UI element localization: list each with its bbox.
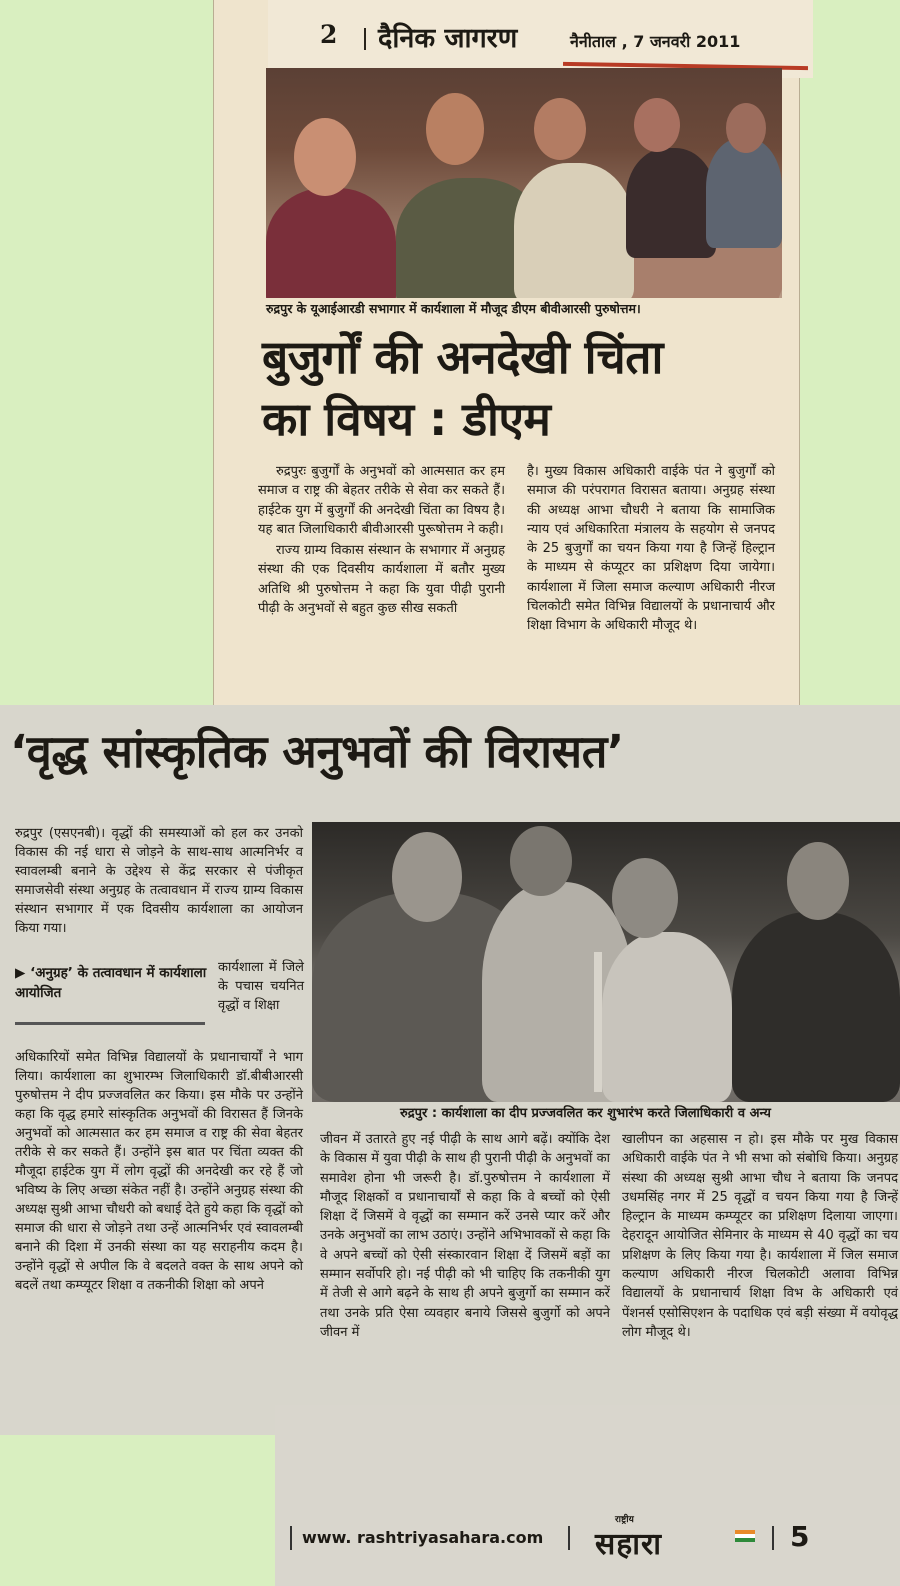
masthead-divider bbox=[364, 28, 366, 50]
article-paragraph: राज्य ग्राम्य विकास संस्थान के सभागार में अनुग्रह संस्था की एक दिवसीय कार्यशाला में बतौर मुख्य अतिथि श्री पुरुषोत्तम ने कहा कि युवा पीढ़ी पुरानी पीढ़ी के अनुभवों से बहुत कुछ सीख सकती bbox=[258, 543, 505, 617]
photo-person bbox=[732, 912, 900, 1102]
newspaper-footer bbox=[290, 1515, 900, 1562]
photo-person-head bbox=[787, 842, 849, 920]
photo-person bbox=[602, 932, 732, 1102]
article-2-column-b: जीवन में उतारते हुए नई पीढ़ी के साथ आगे बढ़ें। क्योंकि देश के विकास में युवा पीढ़ी के साथ ही पुरानी पीढ़ी के अनुभवों का समावेश होना भी जरूरी है। डॉ.पुरुषोत्तम ने कार्यशाला में मौजूद शिक्षकों व प्रधानाचार्यों से कहा कि वे बच्चों को ऐसी शिक्षा दें जिसमें वे वृद्धों का सम्मान करें उनसे प्यार करें और उनके अनुभवों का लाभ उठाएं। उन्होंने अभिभावकों से कहा कि वे अपने बच्चों को ऐसी संस्कारवान शिक्षा दें जिसमें बड़ों का सम्मान सर्वोपरि हो। नई पीढ़ी को भी चाहिए कि तकनीकी युग में तेजी से आगे बढ़ने के साथ ही अपने बुजुर्गो का सम्मान करें तथा उनके प्रति ऐसा व्यवहार बनाये जिससे बुजुर्गो को अपने जीवन में bbox=[320, 1132, 610, 1340]
photo-person bbox=[626, 148, 716, 258]
headline-1-line-1: बुजुर्गों की अनदेखी चिंता bbox=[262, 330, 663, 384]
photo-person-head bbox=[612, 858, 678, 938]
photo-person-head bbox=[294, 118, 356, 196]
article-paragraph: रुद्रपुरः बुजुर्गों के अनुभवों को आत्मसात कर हम समाज व राष्ट्र की बेहतर तरीके से सेवा कर सकते हैं। हाईटेक युग में बुजुर्गों की अनदेखी चिंता का विषय है। यह बात जिलाधिकारी बीवीआरसी पुरूषोत्तम ने कही। bbox=[258, 464, 505, 537]
photo-person bbox=[514, 163, 634, 298]
masthead bbox=[320, 18, 790, 62]
article-1-right-column bbox=[527, 462, 775, 638]
pullquote: ▶ ‘अनुग्रह’ के तत्वावधान में कार्यशाला आयोजित bbox=[15, 965, 207, 1001]
article-paragraph: है। मुख्य विकास अधिकारी वाईके पंत ने बुजुर्गों को समाज की परंपरागत विरासत बताया। अनुग्रह संस्था की अध्यक्ष आभा चौधरी ने बताया कि सामाजिक न्याय एवं अधिकारिता मंत्रालय के सहयोग से जनपद के 25 बुजुर्गों का चयन किया गया है जिन्हें हिल्ट्रान के माध्यम से कंप्यूटर का प्रशिक्षण दिया जायेगा। कार्यशाला में जिला समाज कल्याण अधिकारी नीरज चिलकोटी समेत विभिन्न विद्यालयों के प्रधानाचार्य और शिक्षा विभाग के अधिकारी मौजूद थे। bbox=[527, 464, 775, 634]
photo-person-head bbox=[392, 832, 462, 922]
news-photo-2 bbox=[312, 822, 900, 1102]
footer-divider bbox=[290, 1526, 292, 1550]
article-2-column-c: खालीपन का अहसास न हो। इस मौके पर मुख विकास अधिकारी वाईके पंत ने भी सभा को संबोधि किया। अनुग्रह संस्था की अध्यक्ष सुश्री आभा चौध ने बताया कि जनपद उधमसिंह नगर में 25 वृद्धों व चयन किया गया है जिन्हें हिल्ट्रान के माध्यम कम्प्यूटर का प्रशिक्षण दिलाया जाएगा। देहरादून आयोजित सेमिनार के माध्यम से 40 वृद्धों का चय प्रशिक्षण के लिए किया गया है। कार्यशाला में जिल समाज कल्याण अधिकारी नीरज चिलकोटी अलावा विभिन्न विद्यालयों के प्रधानाचार्य शिक्षा विभ के अधिकारी एवं पेंशनर्स एसोसिएशन के पदाधिक एवं बड़ी संख्या में वयोवृद्ध लोग मौजूद थे। bbox=[622, 1132, 898, 1340]
article-2-lead: रुद्रपुर (एसएनबी)। वृद्धों की समस्याओं को हल कर उनको विकास की नई धारा से जोड़ने के साथ-साथ आत्मनिर्भर व स्वावलम्बी बनाने के उद्देश्य से केंद्र सरकार से पंजीकृत समाजसेवी संस्था अनुग्रह के तत्वावधान में राज्य ग्राम्य विकास संस्थान सभागार में एक दिवसीय कार्यशाला का आयोजन किया गया। bbox=[15, 826, 303, 936]
footer-divider bbox=[772, 1526, 774, 1550]
photo-person-head bbox=[534, 98, 586, 160]
page-number: 5 bbox=[790, 1520, 810, 1553]
photo-person-head bbox=[426, 93, 484, 165]
tricolor-flag-icon bbox=[735, 1530, 755, 1542]
photo-person-head bbox=[510, 826, 572, 896]
photo-person bbox=[266, 188, 396, 298]
dateline: नैनीताल , 7 जनवरी 2011 bbox=[570, 32, 741, 51]
sahara-logo: सहारा bbox=[595, 1527, 663, 1562]
photo-caption-2: रुद्रपुर : कार्यशाला का दीप प्रज्जवलित कर शुभारंभ करते जिलाधिकारी व अन्य bbox=[400, 1106, 771, 1121]
headline-1 bbox=[262, 326, 787, 450]
photo-person bbox=[706, 138, 782, 248]
news-photo-1 bbox=[266, 68, 782, 298]
article-2-column-a: अधिकारियों समेत विभिन्न विद्यालयों के प्रधानाचार्यों ने भाग लिया। कार्यशाला का शुभारम्भ जिलाधिकारी डॉ.बीबीआरसी पुरुषोत्तम ने दीप प्रज्जवलित कर किया। इस मौके पर उन्होंने कहा कि वृद्ध हमारे सांस्कृतिक अनुभवों की विरासत हैं जिनके अनुभवों को आत्मसात कर हम समाज व राष्ट्र की सेवा बेहतर तरीके से कर सकते हैं। उन्होंने इस बात पर चिंता व्यक्त की मौजूदा हाईटेक युग में लोग वृद्धों की अनदेखी कर रहे हैं जो भविष्य के लिए अच्छा संकेत नहीं है। उन्होंने अनुग्रह संस्था की अध्यक्ष सुश्री आभा चौधरी को बधाई देते हुये कहा कि वृद्धों को समाज की धारा से जोड़ने तथा उन्हें आत्मनिर्भर एवं स्वावलम्बी बनाने की दिशा में उनकी संस्था का यह सराहनीय कदम है। उन्होंने वृद्धों से अपील कि वे बदलते वक्त के साथ अपने को बदलें तथा कम्प्यूटर शिक्षा व तकनीकी शिक्षा को अपने bbox=[15, 1050, 303, 1293]
page-number: 2 bbox=[320, 20, 338, 49]
pullquote-side-text: कार्यशाला में जिले के पचास चयनित वृद्धों व शिक्षा bbox=[218, 960, 304, 1013]
logo-subtitle: राष्ट्रीय bbox=[615, 1515, 634, 1525]
pullquote-rule bbox=[15, 1022, 205, 1025]
photo-person-head bbox=[726, 103, 766, 153]
headline-1-line-2: का विषय : डीएम bbox=[262, 392, 551, 446]
lamp bbox=[594, 952, 602, 1092]
photo-caption-1: रुद्रपुर के यूआईआरडी सभागार में कार्यशाला में मौजूद डीएम बीवीआरसी पुरुषोत्तम। bbox=[266, 301, 641, 316]
newspaper-url: www. rashtriyasahara.com bbox=[302, 1528, 544, 1547]
headline-2: ‘वृद्ध सांस्कृतिक अनुभवों की विरासत’ bbox=[10, 725, 624, 778]
newspaper-name: दैनिक जागरण bbox=[378, 23, 518, 54]
photo-person-head bbox=[634, 98, 680, 152]
article-1-left-column bbox=[258, 462, 505, 620]
footer-divider bbox=[568, 1526, 570, 1550]
